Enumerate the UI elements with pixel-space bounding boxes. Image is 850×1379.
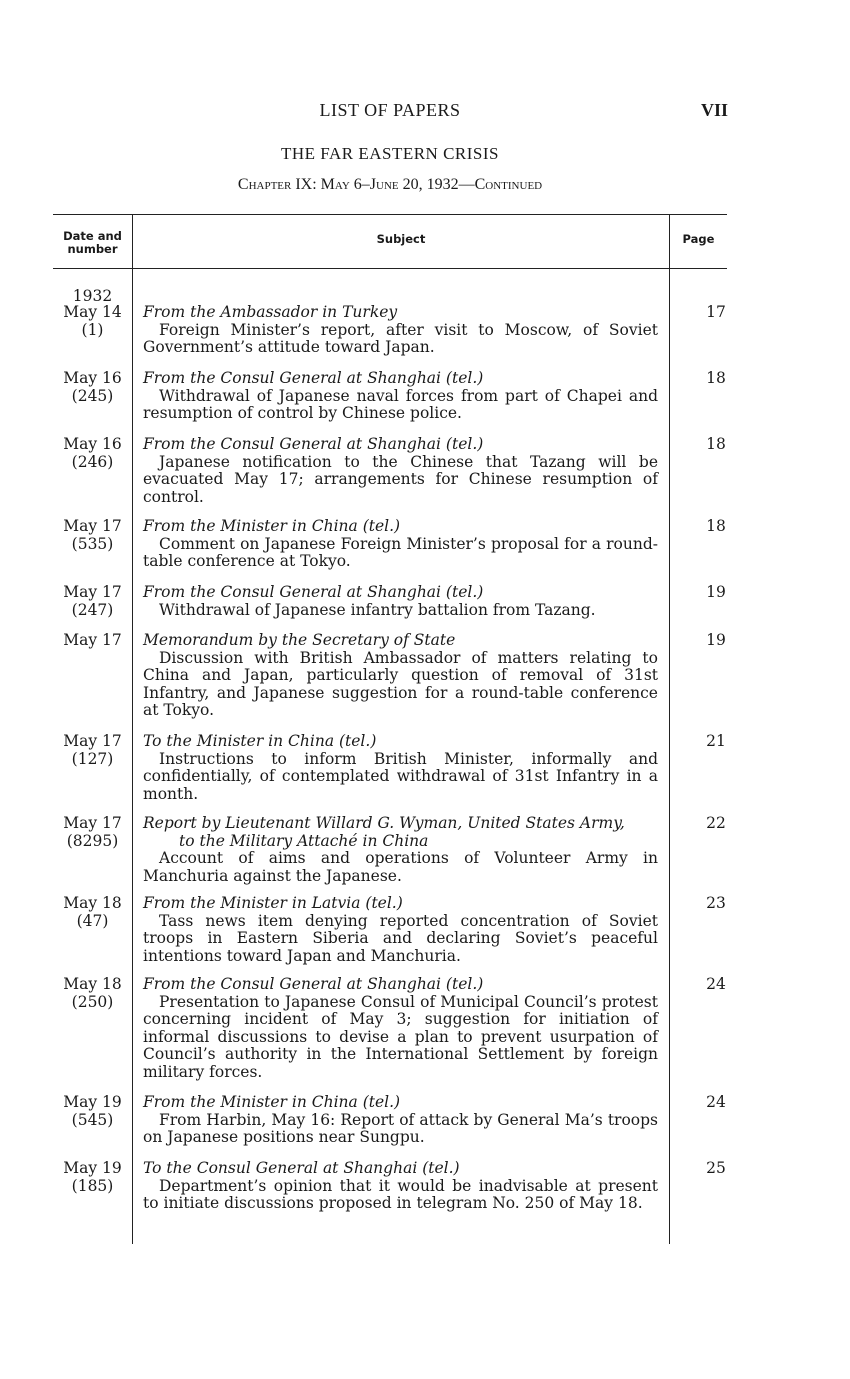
entry-date: May 18 <box>63 975 122 993</box>
entry-date: May 14 <box>63 303 122 321</box>
entry-number: (250) <box>71 992 114 1011</box>
entry-page: 24 <box>706 1093 726 1111</box>
chapter-title: Chapter IX: May 6–June 20, 1932—Continued <box>237 176 543 193</box>
entry-heading-block <box>143 584 658 602</box>
entry-number: (535) <box>71 534 114 553</box>
entry-page: 18 <box>706 517 726 535</box>
entry-summary: Comment on Japanese Foreign Minister’s proposal for a round-table conference at Tokyo. <box>143 534 658 571</box>
entry-heading-block <box>143 370 658 388</box>
entry-date-number <box>53 976 132 1011</box>
entry-number: (1) <box>81 320 104 339</box>
entry-number: (185) <box>71 1176 114 1195</box>
running-title: LIST OF PAPERS <box>319 100 461 120</box>
entry-heading: From the Minister in China (tel.) <box>143 1093 401 1111</box>
column-divider-right <box>669 214 670 1244</box>
entry-heading-block <box>143 895 658 913</box>
column-divider-left <box>132 214 133 1244</box>
entry-number: (245) <box>71 386 114 405</box>
entry-date: May 17 <box>63 583 122 601</box>
entry-heading-block <box>143 304 658 322</box>
entry-date: May 17 <box>63 517 122 535</box>
entry-page: 19 <box>706 631 726 649</box>
entry-summary: Department’s opinion that it would be inadvisable at present to initiate discussions proposed in telegram No. 250 of May 18. <box>143 1176 658 1213</box>
entry-heading: To the Consul General at Shanghai (tel.) <box>143 1159 460 1177</box>
entry-heading: From the Consul General at Shanghai (tel.) <box>143 369 484 387</box>
entry-subject <box>143 733 658 803</box>
column-header-date <box>53 230 132 256</box>
entry-page: 22 <box>706 814 726 832</box>
entry-date: May 17 <box>63 631 122 649</box>
entry-date: May 19 <box>63 1159 122 1177</box>
entry-subject <box>143 436 658 506</box>
entry-page: 18 <box>706 369 726 387</box>
entry-heading-block <box>143 632 658 650</box>
entry-date-number <box>53 1094 132 1129</box>
entry-heading: From the Minister in China (tel.) <box>143 517 401 535</box>
entry-subject <box>143 518 658 571</box>
entry-page: 18 <box>706 435 726 453</box>
entry-heading-block <box>143 518 658 536</box>
entry-summary: Tass news item denying reported concentration of Soviet troops in Eastern Siberia and declaring Soviet’s peaceful intentions toward Japan and Manchuria. <box>143 911 658 965</box>
entry-number: (246) <box>71 452 114 471</box>
entry-subject <box>143 1160 658 1213</box>
entry-heading: From the Consul General at Shanghai (tel.) <box>143 435 484 453</box>
entry-heading: From the Consul General at Shanghai (tel.) <box>143 583 484 601</box>
entry-number: (8295) <box>66 831 119 850</box>
entry-summary: Account of aims and operations of Volunteer Army in Manchuria against the Japanese. <box>143 849 658 885</box>
entry-page: 24 <box>706 975 726 993</box>
entry-date-number <box>53 815 132 850</box>
entry-heading-block <box>143 1094 658 1112</box>
entry-page: 21 <box>706 732 726 750</box>
entry-heading-block <box>143 976 658 994</box>
entry-number: (127) <box>71 749 114 768</box>
entry-date-number <box>53 1160 132 1195</box>
entry-page: 19 <box>706 583 726 601</box>
page-number: VII <box>700 100 728 120</box>
year-label: 1932 <box>72 287 113 305</box>
entry-date-number <box>53 436 132 471</box>
entry-page: 17 <box>706 303 726 321</box>
entry-date: May 16 <box>63 369 122 387</box>
column-header-date-line1: Date and <box>63 229 122 243</box>
entry-heading: From the Minister in Latvia (tel.) <box>143 894 403 912</box>
entry-summary: Japanese notification to the Chinese that Tazang will be evacuated May 17; arrangements for Chinese resumption of control. <box>143 452 658 506</box>
entry-subject <box>143 895 658 965</box>
entry-date-number <box>53 370 132 405</box>
entry-subject <box>143 370 658 423</box>
entry-date-number <box>53 895 132 930</box>
entry-subject <box>143 584 658 619</box>
running-head <box>0 100 850 124</box>
section-title: THE FAR EASTERN CRISIS <box>280 144 499 163</box>
entry-summary: Foreign Minister’s report, after visit to Moscow, of Soviet Government’s attitude toward Japan. <box>143 320 658 357</box>
entry-date-number <box>53 632 132 650</box>
entry-summary: Instructions to inform British Minister, informally and confidentially, of contemplated withdrawal of 31st Infantry in a month. <box>143 749 658 803</box>
table-top-rule <box>53 214 727 215</box>
entry-heading-continued: to the Military Attaché in China <box>179 831 429 850</box>
entry-page: 23 <box>706 894 726 912</box>
entry-page: 25 <box>706 1159 726 1177</box>
entry-subject <box>143 632 658 720</box>
column-header-page: Page <box>682 232 715 246</box>
column-header-date-line2: number <box>67 242 118 256</box>
entry-date: May 18 <box>63 894 122 912</box>
entry-subject <box>143 815 658 885</box>
table-header-rule <box>53 268 727 269</box>
entry-heading-block <box>143 733 658 751</box>
entry-number: (247) <box>71 600 114 619</box>
entry-heading-block <box>143 815 658 850</box>
entry-heading: From the Consul General at Shanghai (tel.) <box>143 975 484 993</box>
entry-number: (47) <box>76 911 109 930</box>
entry-date: May 17 <box>63 814 122 832</box>
entry-heading-block <box>143 1160 658 1178</box>
entry-heading: To the Minister in China (tel.) <box>143 732 377 750</box>
entry-date-number <box>53 733 132 768</box>
entry-date-number <box>53 304 132 339</box>
entry-heading: Report by Lieutenant Willard G. Wyman, United States Army, <box>143 814 625 832</box>
entry-subject <box>143 976 658 1082</box>
entry-date: May 16 <box>63 435 122 453</box>
entry-date: May 17 <box>63 732 122 750</box>
entry-heading-block <box>143 436 658 454</box>
entry-heading: From the Ambassador in Turkey <box>143 303 398 321</box>
entry-date-number <box>53 518 132 553</box>
entry-summary: Withdrawal of Japanese infantry battalion from Tazang. <box>159 600 596 619</box>
entry-number: (545) <box>71 1110 114 1129</box>
entry-summary: From Harbin, May 16: Report of attack by General Ma’s troops on Japanese positions near Sungpu. <box>143 1110 658 1147</box>
entry-subject <box>143 1094 658 1147</box>
column-header-subject: Subject <box>376 232 426 246</box>
entry-summary: Presentation to Japanese Consul of Municipal Council’s protest concerning incident of May 3; suggestion for initiation of informal discussions to devise a plan to prevent usurpation of Council’s authority in the International Settlement by foreign military forces. <box>143 992 658 1081</box>
entry-date-number <box>53 584 132 619</box>
entry-summary: Discussion with British Ambassador of matters relating to China and Japan, particularly question of removal of 31st Infantry, and Japanese suggestion for a round-table conference at Tokyo. <box>143 648 658 720</box>
entry-date: May 19 <box>63 1093 122 1111</box>
entry-summary: Withdrawal of Japanese naval forces from part of Chapei and resumption of control by Chinese police. <box>143 386 658 423</box>
entry-subject <box>143 304 658 357</box>
entry-heading: Memorandum by the Secretary of State <box>143 631 456 649</box>
